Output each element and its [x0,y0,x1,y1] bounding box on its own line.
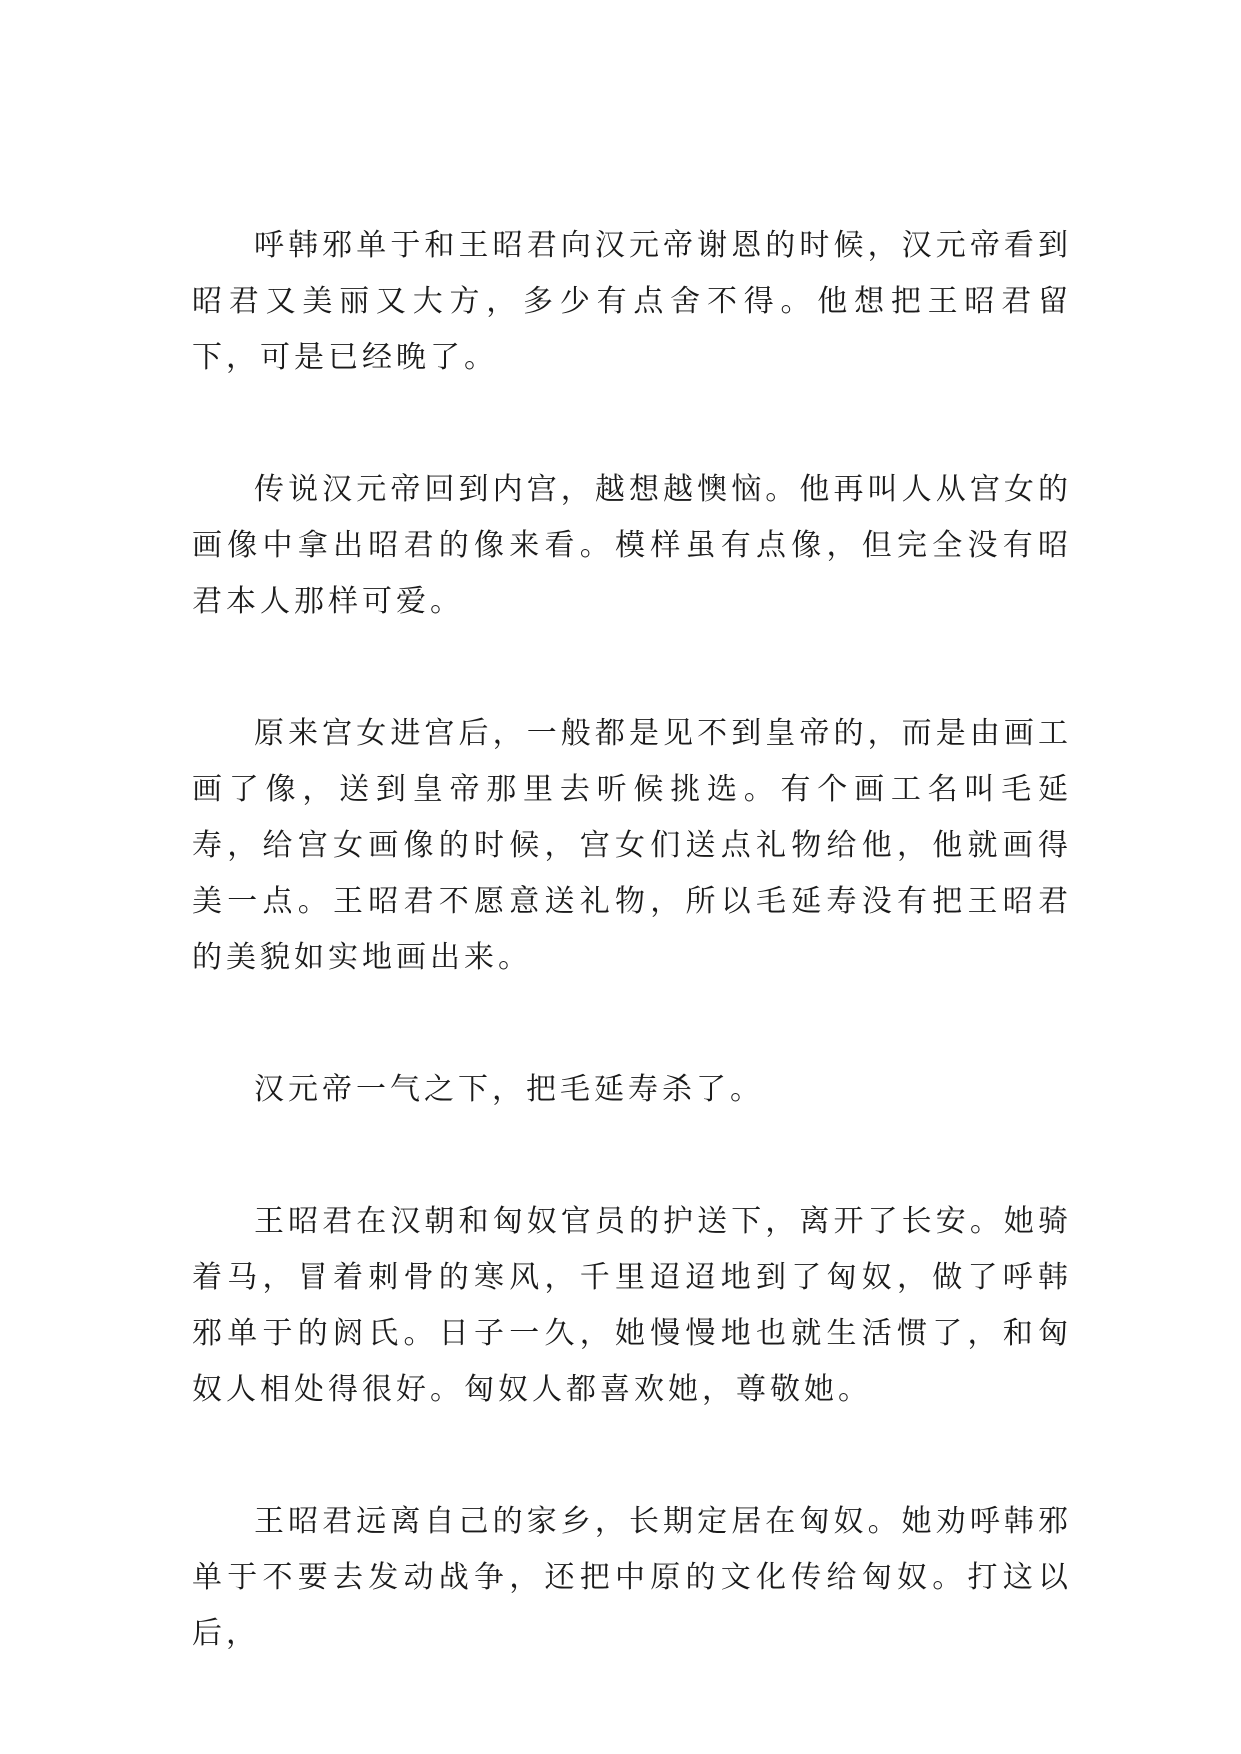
paragraph-2: 传说汉元帝回到内宫，越想越懊恼。他再叫人从宫女的画像中拿出昭君的像来看。模样虽有点像，但完全没有昭君本人那样可爱。 [192,472,1072,619]
paragraph-1: 呼韩邪单于和王昭君向汉元帝谢恩的时候，汉元帝看到昭君又美丽又大方，多少有点舍不得。他想把王昭君留下，可是已经晚了。 [192,228,1072,375]
paragraph-5: 王昭君在汉朝和匈奴官员的护送下，离开了长安。她骑着马，冒着刺骨的寒风，千里迢迢地到了匈奴，做了呼韩邪单于的阏氏。日子一久，她慢慢地也就生活惯了，和匈奴人相处得很好。匈奴人都喜欢她，尊敬她。 [192,1204,1072,1407]
document-body [192,218,1072,1662]
paragraph-6: 王昭君远离自己的家乡，长期定居在匈奴。她劝呼韩邪单于不要去发动战争，还把中原的文化传给匈奴。打这以后， [192,1504,1072,1651]
paragraph-4: 汉元帝一气之下，把毛延寿杀了。 [254,1072,764,1107]
paragraph-3: 原来宫女进宫后，一般都是见不到皇帝的，而是由画工画了像，送到皇帝那里去听候挑选。有个画工名叫毛延寿，给宫女画像的时候，宫女们送点礼物给他，他就画得美一点。王昭君不愿意送礼物，所以毛延寿没有把王昭君的美貌如实地画出来。 [192,716,1072,975]
